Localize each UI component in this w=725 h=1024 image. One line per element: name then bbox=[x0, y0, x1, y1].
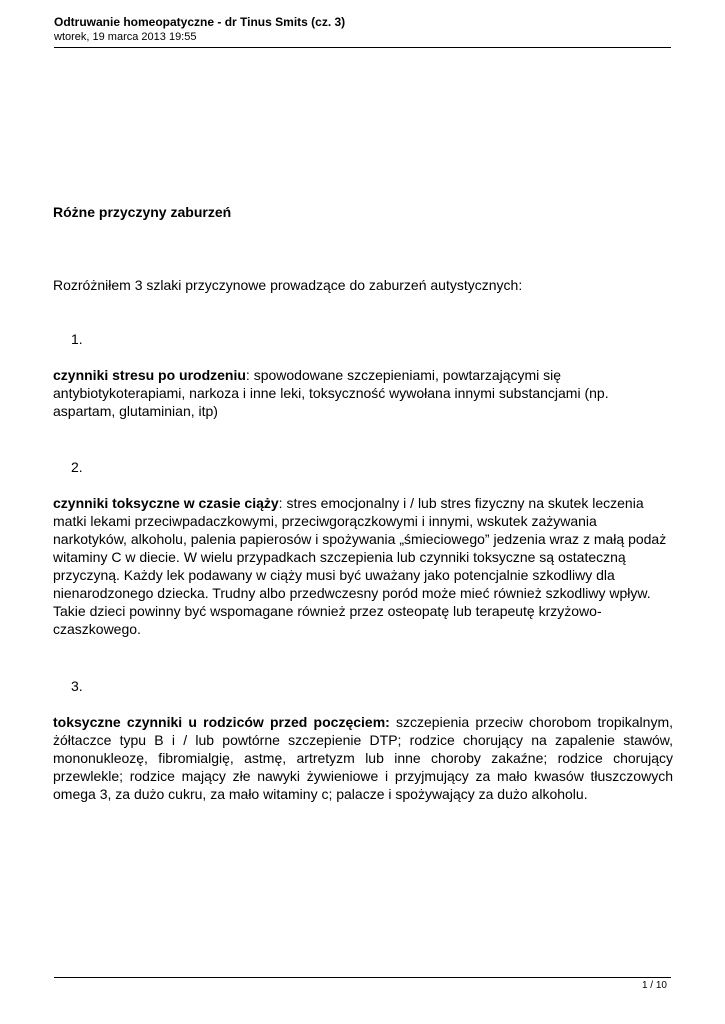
list-item-paragraph bbox=[53, 494, 673, 638]
section-heading: Różne przyczyny zaburzeń bbox=[53, 204, 232, 220]
footer-divider bbox=[54, 977, 671, 978]
list-number: 2. bbox=[71, 459, 83, 475]
list-item-paragraph bbox=[53, 366, 673, 420]
page-number: 1 / 10 bbox=[641, 980, 667, 991]
list-item-text: : spowodowane szczepieniami, powtarzającymi się antybiotykoterapiami, narkoza i inne leki, toksyczność wywołana innymi substancjami (np. aspartam, glutaminian, itp) bbox=[53, 367, 609, 419]
header-divider bbox=[54, 47, 671, 48]
document-date: wtorek, 19 marca 2013 19:55 bbox=[54, 31, 197, 43]
list-number: 3. bbox=[71, 678, 83, 694]
list-item-text: szczepienia przeciw chorobom tropikalnym, żółtaczce typu B i / lub powtórne szczepienie DTP; rodzice chorujący na zapalenie stawów, mononukleozę, fibromialgię, astmę, artretyzm lub inne choroby zakaźne; rodzice chorujący przewlekle; rodzice mający złe nawyki żywieniowe i przyjmujący za mało kwasów tłuszczowych omega 3, za dużo cukru, za mało witaminy c; palacze i spożywający za dużo alkoholu. bbox=[53, 714, 673, 802]
list-number: 1. bbox=[71, 331, 83, 347]
list-item-paragraph bbox=[53, 713, 673, 803]
list-item-text: : stres emocjonalny i / lub stres fizyczny na skutek leczenia matki lekami przeciwpadaczkowymi, przeciwgorączkowymi i innymi, wskutek zażywania narkotyków, alkoholu, palenia papierosów i spożywania „śmieciowego” jedzenia wraz z małą podaż witaminy C w diecie. W wielu przypadkach szczepienia lub czynniki toksyczne są ostateczną przyczyną. Każdy lek podawany w ciąży musi być uważany jako potencjalnie szkodliwy dla nienarodzonego dziecka. Trudny albo przedwczesny poród może mieć również szkodliwy wpływ. Takie dzieci powinny być wspomagane również przez osteopatę lub terapeutę krzyżowo-czaszkowego. bbox=[53, 495, 667, 637]
list-item-lead: czynniki stresu po urodzeniu bbox=[53, 367, 246, 383]
list-item-lead: czynniki toksyczne w czasie ciąży bbox=[53, 495, 279, 511]
page-header bbox=[54, 15, 671, 44]
intro-paragraph: Rozróżniłem 3 szlaki przyczynowe prowadzące do zaburzeń autystycznych: bbox=[53, 277, 523, 293]
document-title: Odtruwanie homeopatyczne - dr Tinus Smits (cz. 3) bbox=[54, 15, 346, 29]
list-item-lead: toksyczne czynniki u rodziców przed poczęciem: bbox=[53, 714, 390, 730]
